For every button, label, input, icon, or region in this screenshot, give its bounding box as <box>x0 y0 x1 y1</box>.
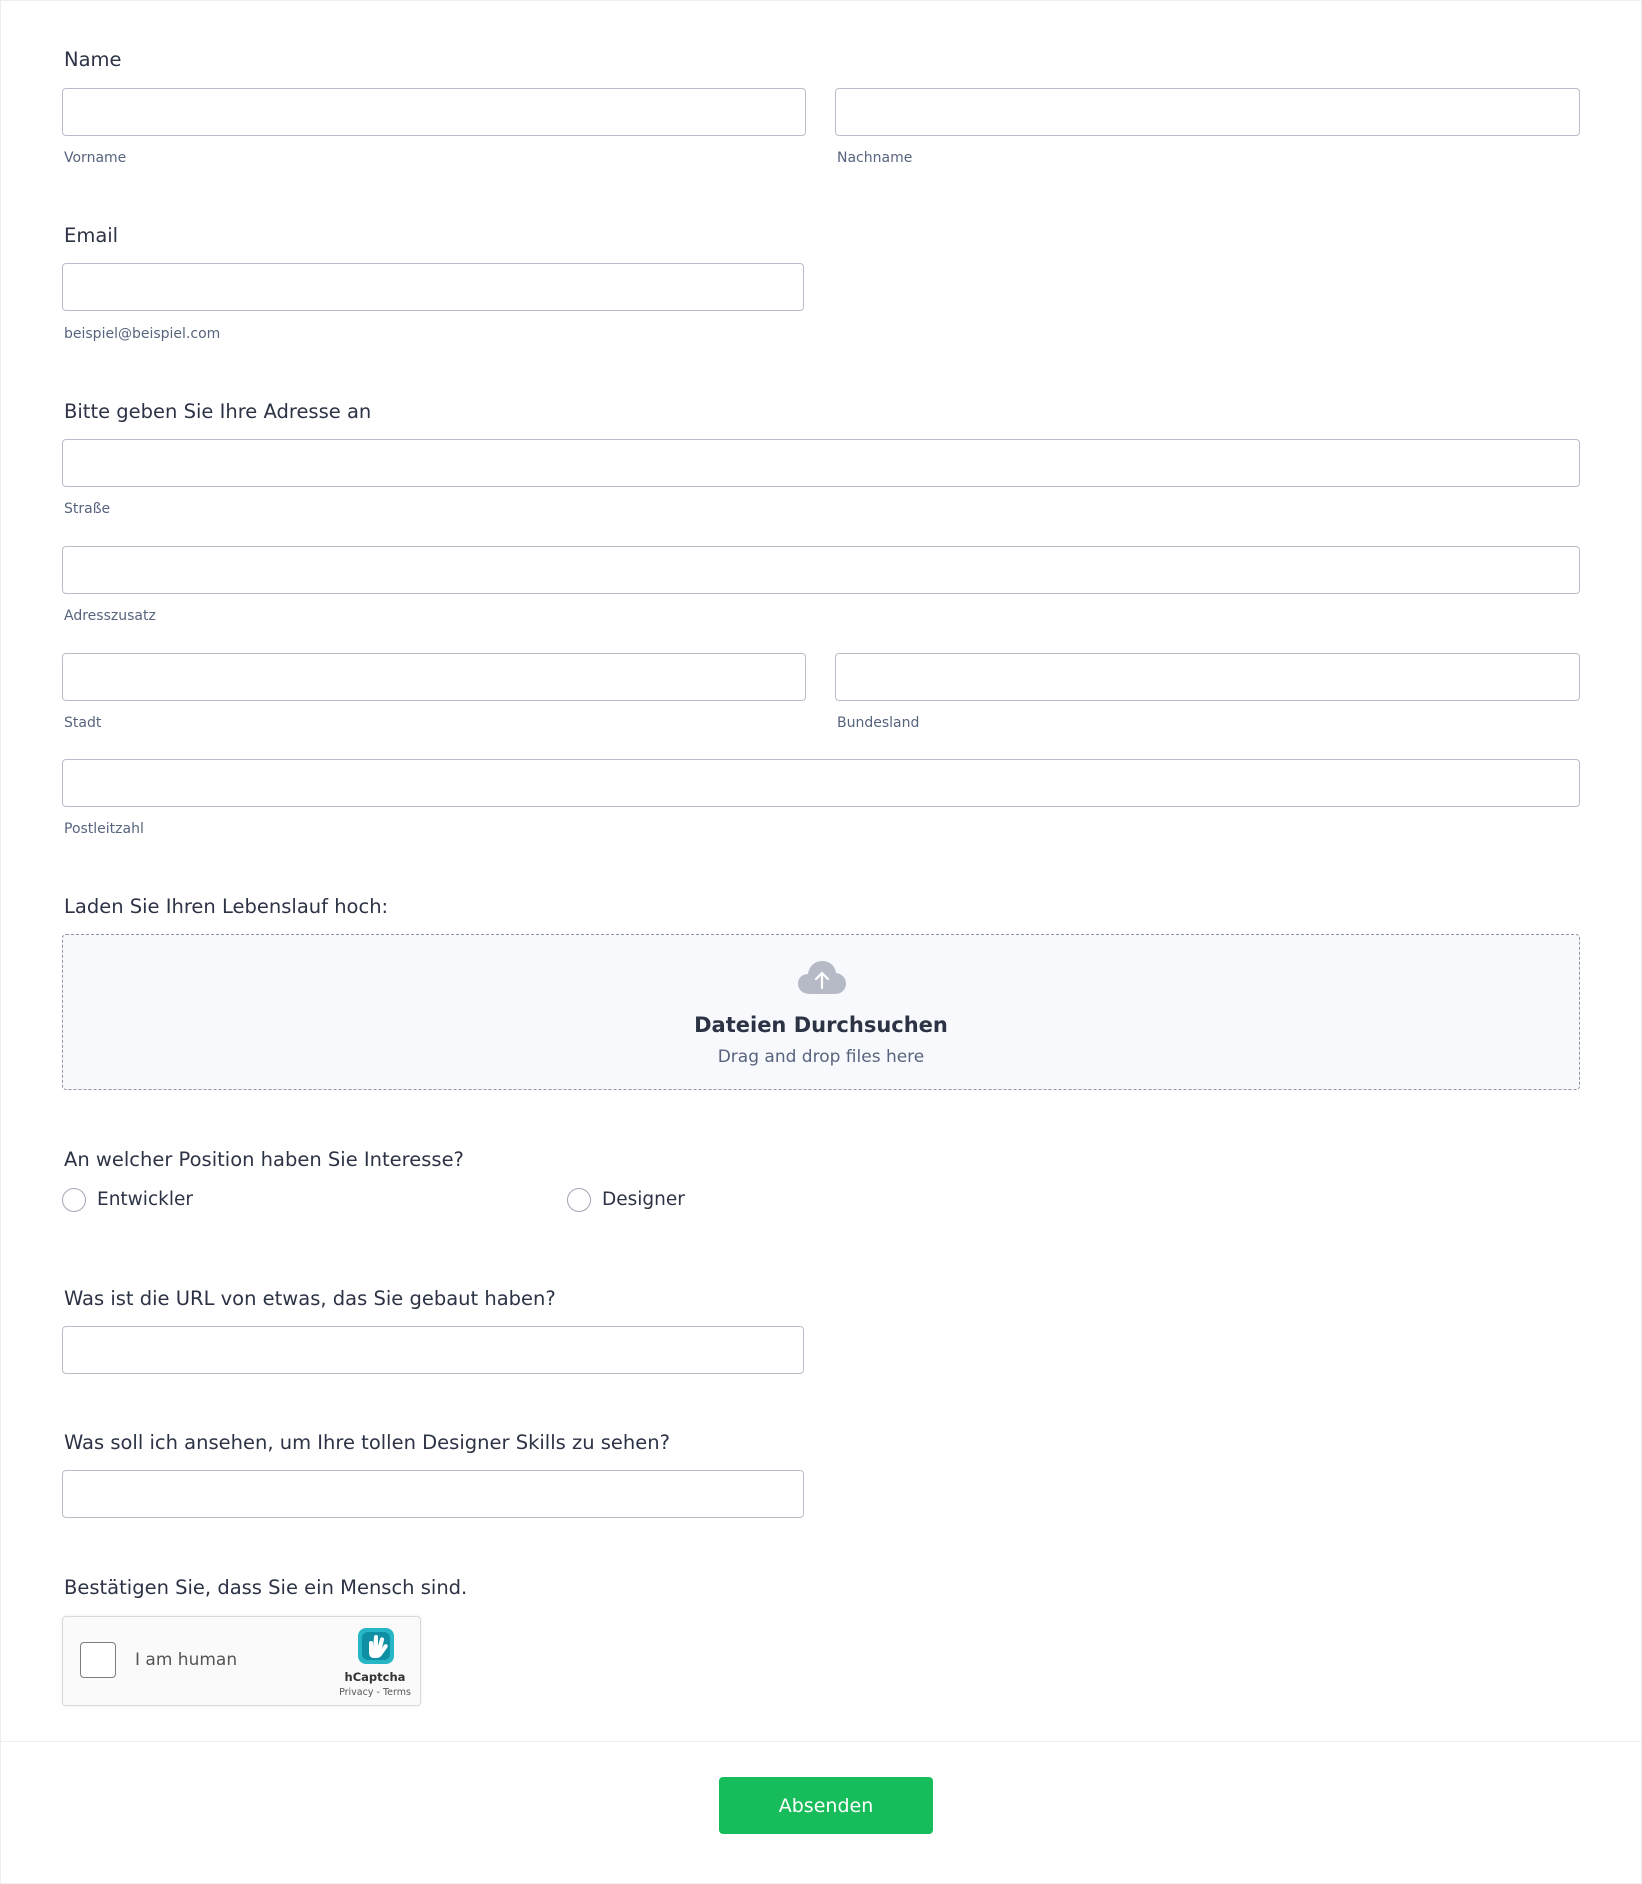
radio-designer-label[interactable]: Designer <box>602 1189 685 1210</box>
email-input[interactable] <box>62 263 804 311</box>
hcaptcha-widget <box>62 1616 421 1706</box>
captcha-text: I am human <box>135 1650 238 1670</box>
submit-button[interactable]: Absenden <box>719 1777 933 1834</box>
zip-input[interactable] <box>62 759 1580 807</box>
design-skills-input[interactable] <box>62 1470 804 1518</box>
state-input[interactable] <box>835 653 1580 701</box>
last-name-input[interactable] <box>835 88 1580 136</box>
state-sublabel: Bundesland <box>837 715 920 731</box>
hcaptcha-brand: hCaptcha <box>344 1670 406 1684</box>
design-question-label: Was soll ich ansehen, um Ihre tollen Designer Skills zu sehen? <box>64 1431 670 1454</box>
first-name-sublabel: Vorname <box>64 150 127 166</box>
captcha-checkbox[interactable] <box>80 1642 116 1678</box>
cloud-upload-icon <box>798 960 846 996</box>
city-sublabel: Stadt <box>64 715 102 731</box>
footer-divider <box>0 1741 1642 1742</box>
street-sublabel: Straße <box>64 501 111 517</box>
address-line2-input[interactable] <box>62 546 1580 594</box>
address-line2-sublabel: Adresszusatz <box>64 608 156 624</box>
captcha-label: Bestätigen Sie, dass Sie ein Mensch sind. <box>64 1576 468 1599</box>
radio-entwickler-label[interactable]: Entwickler <box>97 1189 193 1210</box>
upload-hint: Drag and drop files here <box>717 1047 925 1067</box>
url-question-label: Was ist die URL von etwas, das Sie gebaut haben? <box>64 1287 556 1310</box>
city-input[interactable] <box>62 653 806 701</box>
radio-designer[interactable] <box>567 1188 591 1212</box>
zip-sublabel: Postleitzahl <box>64 821 144 837</box>
address-label: Bitte geben Sie Ihre Adresse an <box>64 400 372 423</box>
position-label: An welcher Position haben Sie Interesse? <box>64 1148 464 1171</box>
upload-title: Dateien Durchsuchen <box>694 1013 948 1037</box>
email-label: Email <box>64 224 119 247</box>
email-sublabel: beispiel@beispiel.com <box>64 326 221 342</box>
first-name-input[interactable] <box>62 88 806 136</box>
name-label: Name <box>64 48 122 71</box>
file-upload-dropzone[interactable] <box>62 934 1580 1090</box>
radio-entwickler[interactable] <box>62 1188 86 1212</box>
hcaptcha-privacy-terms-link[interactable]: Privacy - Terms <box>339 1687 411 1698</box>
street-input[interactable] <box>62 439 1580 487</box>
url-input[interactable] <box>62 1326 804 1374</box>
hcaptcha-logo-icon <box>355 1625 397 1667</box>
last-name-sublabel: Nachname <box>837 150 913 166</box>
upload-label: Laden Sie Ihren Lebenslauf hoch: <box>64 895 389 918</box>
